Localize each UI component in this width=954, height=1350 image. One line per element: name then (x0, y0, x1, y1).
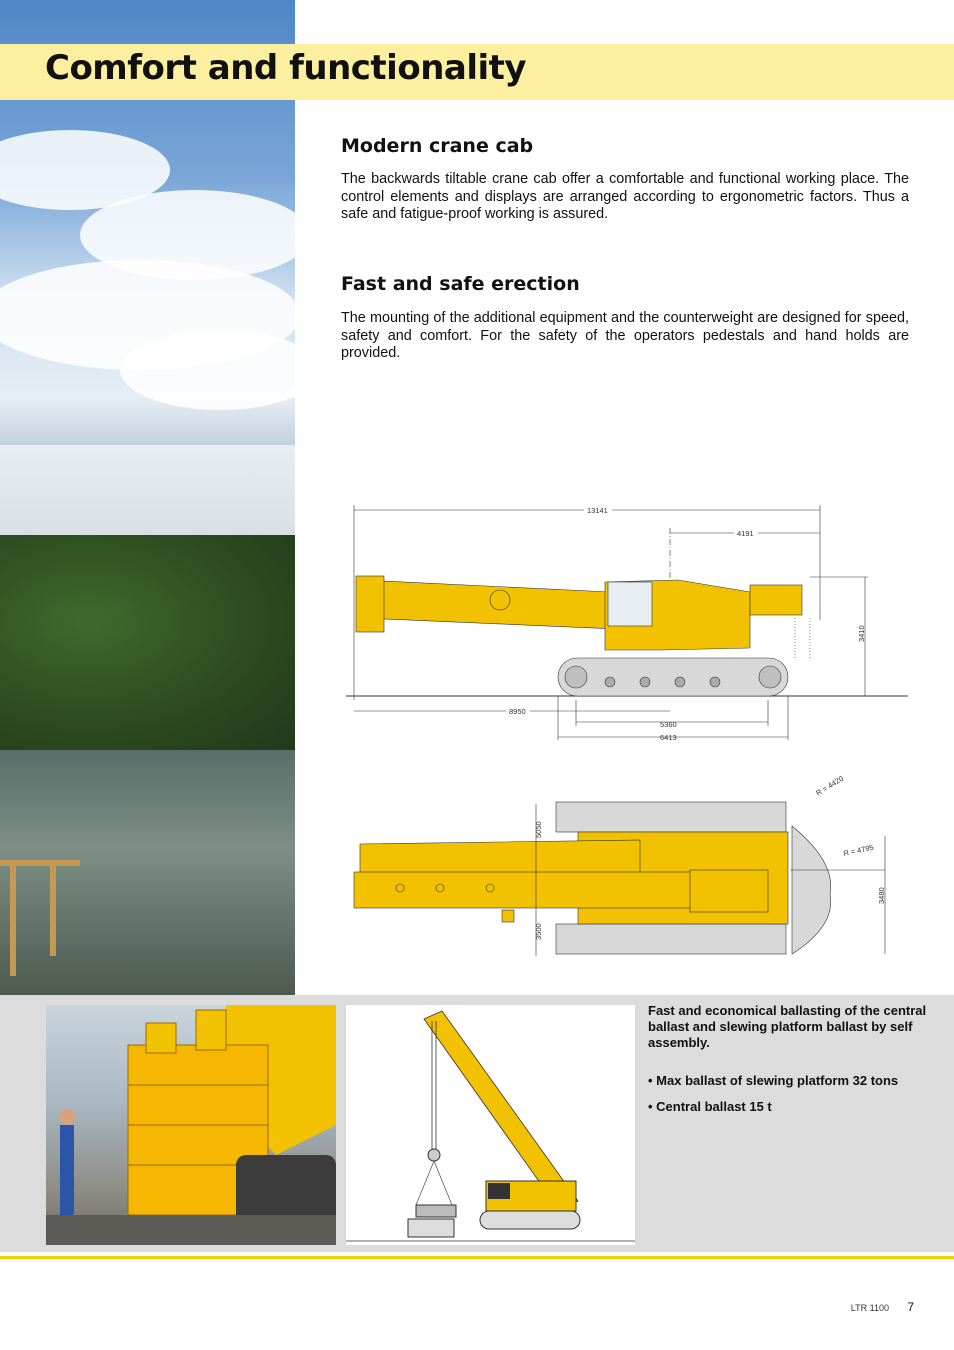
section-text-erection: The mounting of the additional equipment and the counterweight are designed for speed, safety and comfort. For the safety of the operators pedestals and hand holds are provided. (341, 310, 909, 362)
wooden-scaffold (0, 860, 80, 986)
trees (0, 535, 295, 750)
footer-rule (0, 1256, 954, 1259)
ballast-assembly-photo (46, 1005, 336, 1245)
dim-width-upper: 5050 (534, 821, 543, 838)
dim-height: 3410 (857, 625, 866, 642)
ballast-caption (648, 1003, 928, 1125)
dim-track-length: 6413 (660, 733, 677, 742)
section-text-cab: The backwards tiltable crane cab offer a comfortable and functional working place. The control elements and displays are arranged according to ergonometric factors. Thus a safe and fatigue-proof working is assured. (341, 171, 909, 223)
caption-intro: Fast and economical ballasting of the central ballast and slewing platform ballast by self assembly. (648, 1003, 927, 1050)
crane-side-body (356, 576, 810, 696)
caption-bullet-central: • Central ballast 15 t (648, 1099, 772, 1114)
dim-width-lower: 3500 (534, 923, 543, 940)
crane-ballasting-illustration (346, 1005, 635, 1245)
dim-overall-length: 13141 (587, 506, 608, 515)
cover-photo-landscape (0, 0, 295, 995)
dim-front-overhang: 8950 (509, 707, 526, 716)
crane-dimension-drawing (340, 500, 912, 960)
dim-track-contact: 5360 (660, 720, 677, 729)
caption-bullet-slewing: • Max ballast of slewing platform 32 tons (648, 1073, 899, 1088)
footer-model: LTR 1100 (850, 1303, 889, 1313)
page-title: Comfort and functionality (45, 48, 527, 88)
dim-rear-length: 4191 (737, 529, 754, 538)
section-heading-cab: Modern crane cab (341, 135, 534, 157)
dim-radius-1: R = 4420 (814, 773, 846, 798)
dim-radius-2: R = 4795 (842, 842, 875, 858)
crane-top-view (354, 802, 885, 956)
page-number: 7 (907, 1300, 914, 1314)
section-heading-erection: Fast and safe erection (341, 273, 580, 295)
dim-width-total: 3480 (877, 887, 886, 904)
